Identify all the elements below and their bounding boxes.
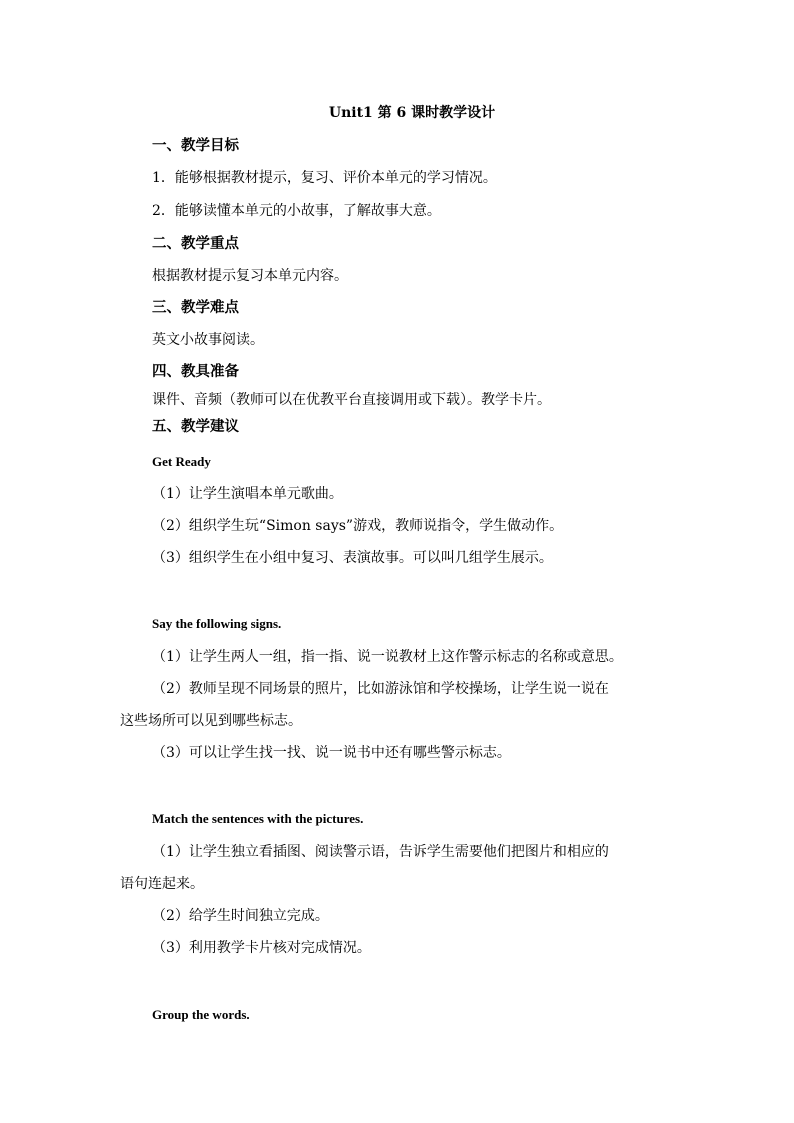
get-ready-item-2: （2）组织学生玩“Simon says”游戏，教师说指令，学生做动作。 xyxy=(152,518,564,534)
subsection-title-match: Match the sentences with the pictures. xyxy=(152,811,364,826)
match-item-3: （3）利用教学卡片核对完成情况。 xyxy=(152,940,371,956)
get-ready-item-3: （3）组织学生在小组中复习、表演故事。可以叫几组学生展示。 xyxy=(152,550,553,566)
subsection-title-group-words: Group the words. xyxy=(152,1007,250,1022)
say-signs-item-2-line-2: 这些场所可以见到哪些标志。 xyxy=(120,713,302,729)
match-item-1-line-1: （1）让学生独立看插图、阅读警示语，告诉学生需要他们把图片和相应的 xyxy=(152,844,609,860)
subsection-title-get-ready: Get Ready xyxy=(152,454,211,469)
section-heading-difficulties: 三、教学难点 xyxy=(152,299,239,316)
objective-item-2: 2．能够读懂本单元的小故事，了解故事大意。 xyxy=(152,203,441,219)
section-heading-objectives: 一、教学目标 xyxy=(152,137,239,154)
get-ready-item-1: （1）让学生演唱本单元歌曲。 xyxy=(152,486,343,502)
say-signs-item-1: （1）让学生两人一组，指一指、说一说教材上这作警示标志的名称或意思。 xyxy=(152,649,623,665)
objective-item-1: 1．能够根据教材提示，复习、评价本单元的学习情况。 xyxy=(152,170,497,186)
difficulties-text: 英文小故事阅读。 xyxy=(152,332,264,348)
section-heading-key-points: 二、教学重点 xyxy=(152,235,239,252)
key-points-text: 根据教材提示复习本单元内容。 xyxy=(152,268,348,284)
say-signs-item-3: （3）可以让学生找一找、说一说书中还有哪些警示标志。 xyxy=(152,745,511,761)
section-heading-suggestions: 五、教学建议 xyxy=(152,418,239,435)
section-heading-materials: 四、教具准备 xyxy=(152,363,239,380)
materials-text: 课件、音频（教师可以在优教平台直接调用或下载）。教学卡片。 xyxy=(152,392,551,408)
match-item-1-line-2: 语句连起来。 xyxy=(120,876,204,892)
match-item-2: （2）给学生时间独立完成。 xyxy=(152,908,329,924)
document-title: Unit1 第 6 课时教学设计 xyxy=(328,105,496,121)
say-signs-item-2-line-1: （2）教师呈现不同场景的照片，比如游泳馆和学校操场，让学生说一说在 xyxy=(152,681,609,697)
subsection-title-say-signs: Say the following signs. xyxy=(152,616,282,631)
